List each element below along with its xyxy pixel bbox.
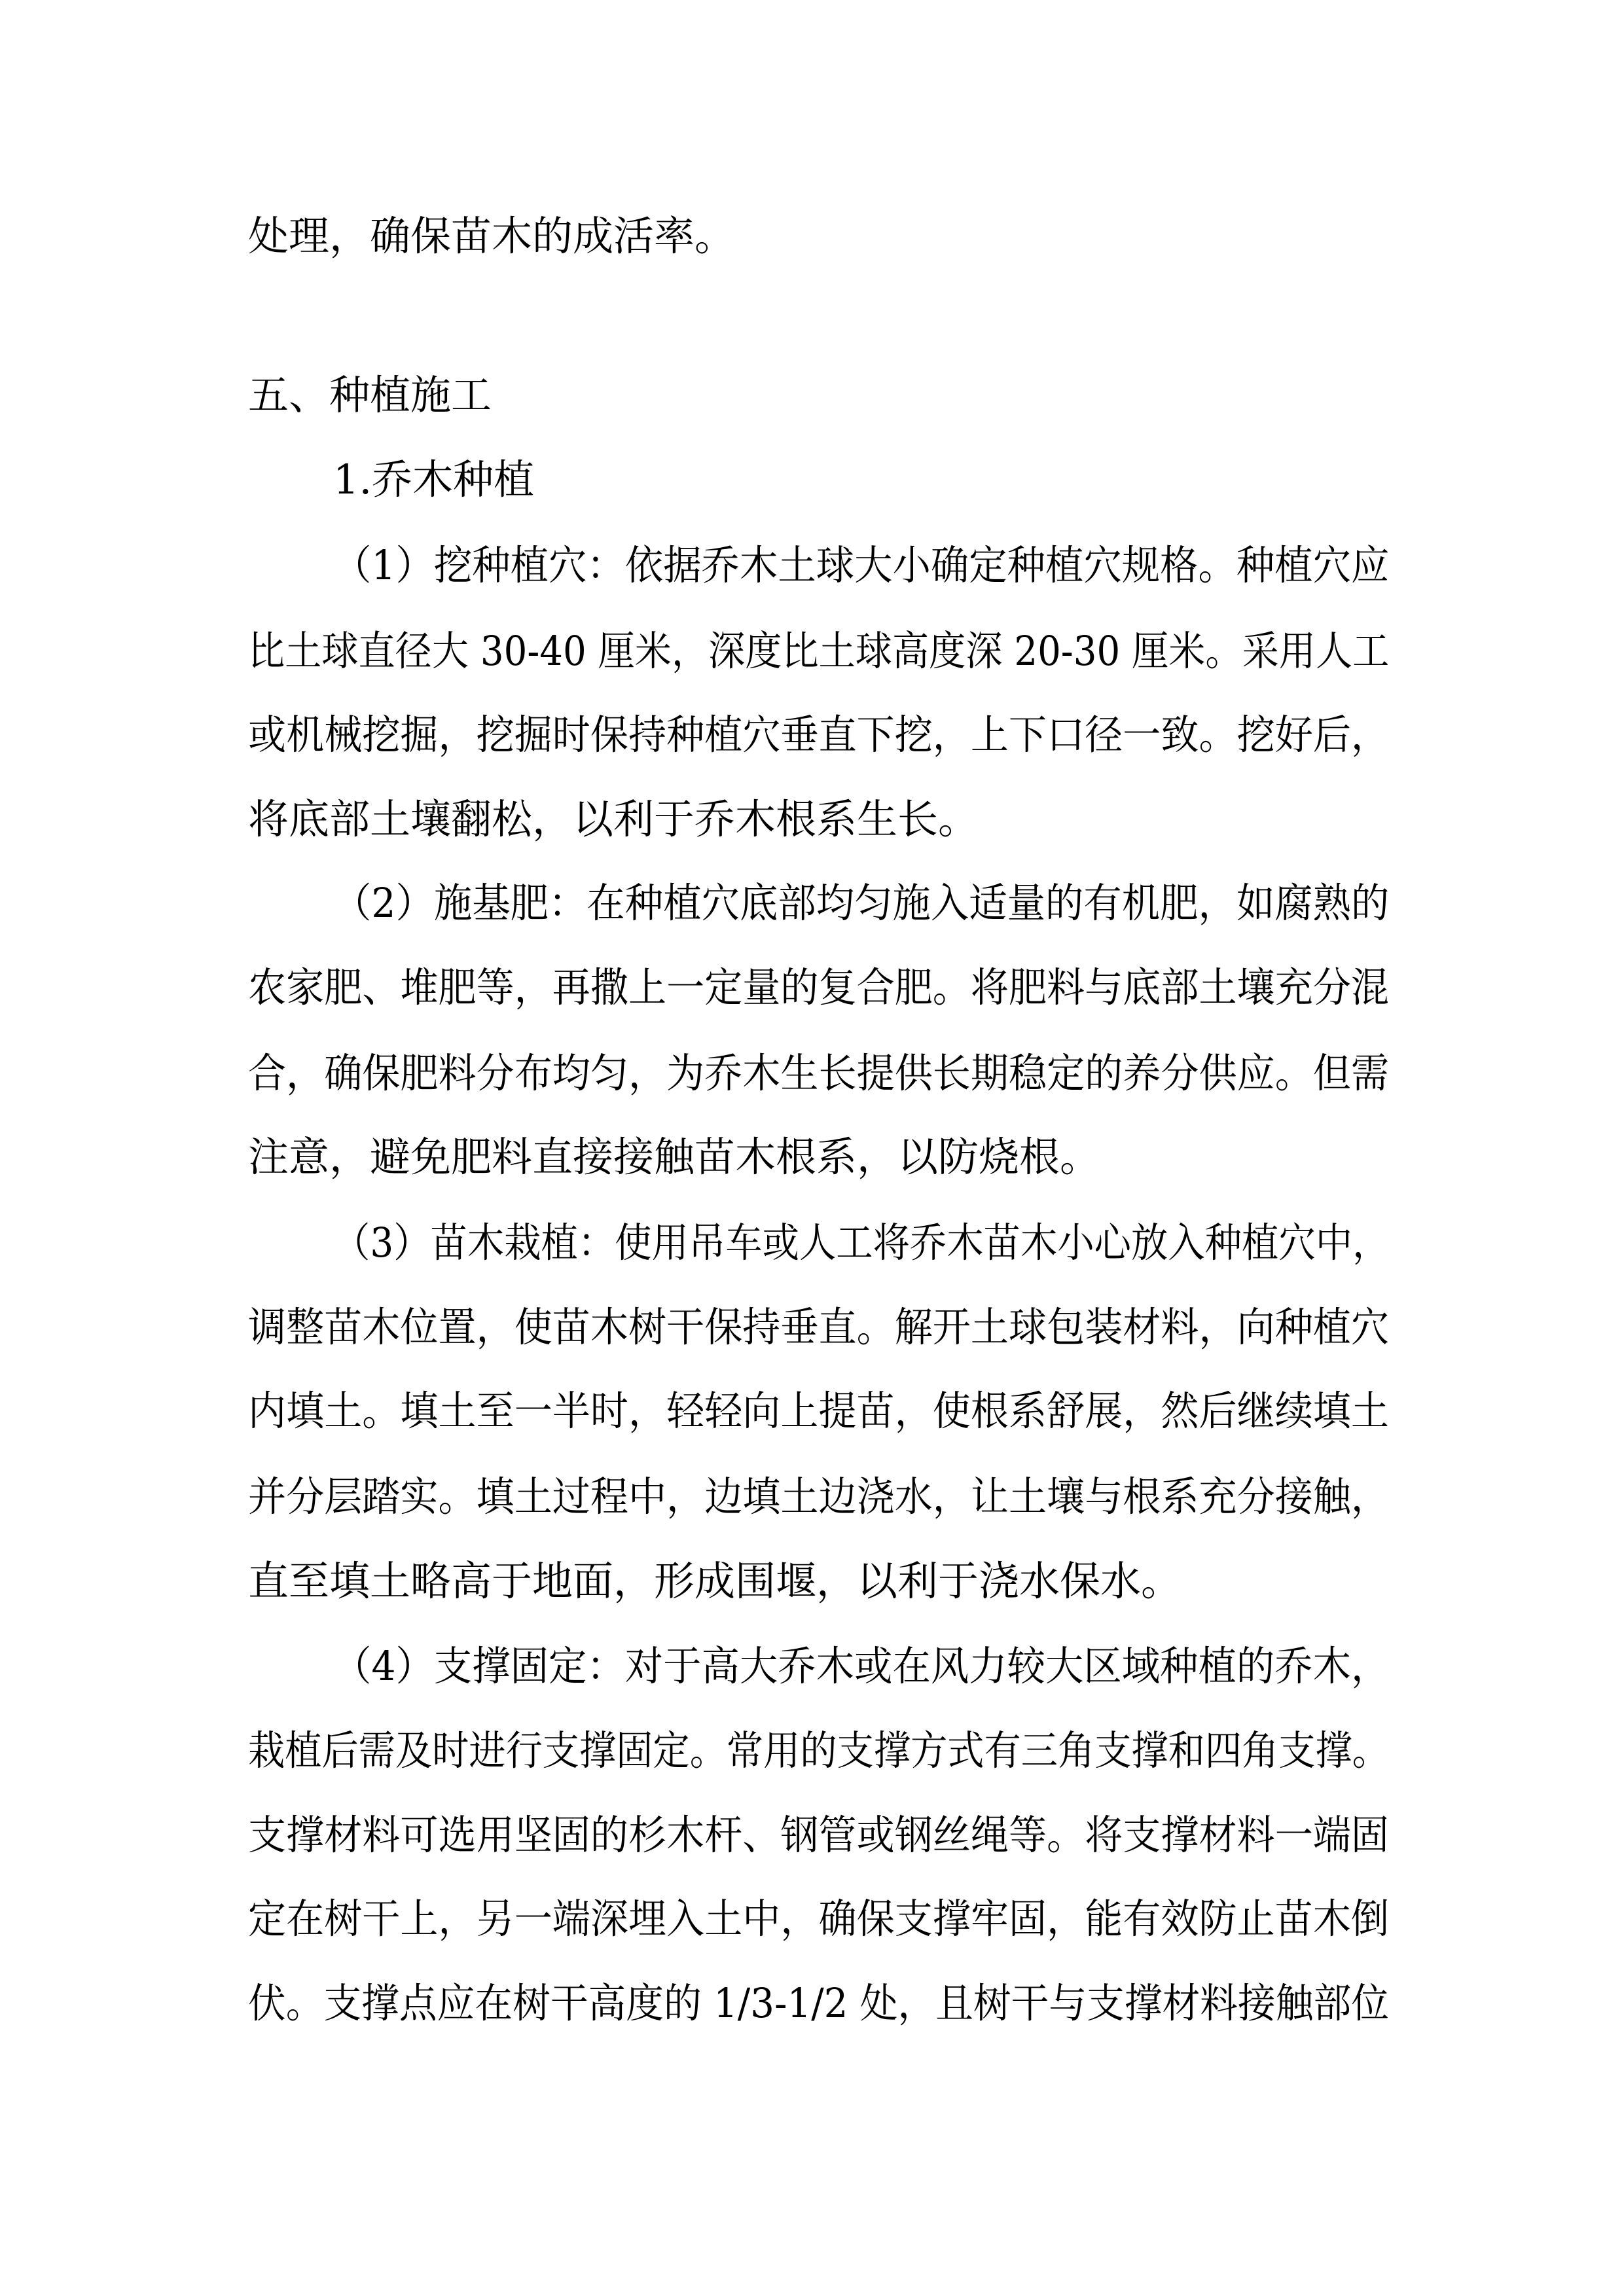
- paragraph-line: 将底部土壤翻松，以利于乔木根系生长。: [248, 795, 979, 843]
- paragraph-line: （4）支撑固定：对于高大乔木或在风力较大区域种植的乔木，: [333, 1642, 1390, 1690]
- paragraph-line: （3）苗木栽植：使用吊车或人工将乔木苗木小心放入种植穴中，: [333, 1219, 1390, 1266]
- paragraph-line: 定在树干上，另一端深埋入土中，确保支撑牢固，能有效防止苗木倒: [248, 1895, 1390, 1943]
- paragraph-line: 伏。支撑点应在树干高度的 1/3-1/2 处，且树干与支撑材料接触部位: [248, 1979, 1389, 2027]
- paragraph-line: 合，确保肥料分布均匀，为乔木生长提供长期稳定的养分供应。但需: [248, 1049, 1390, 1097]
- section-heading: 五、种植施工: [248, 371, 492, 419]
- paragraph-line: 比土球直径大 30-40 厘米，深度比土球高度深 20-30 厘米。采用人工: [248, 627, 1390, 675]
- paragraph-line: 或机械挖掘，挖掘时保持种植穴垂直下挖，上下口径一致。挖好后，: [248, 711, 1390, 759]
- paragraph-line: 并分层踏实。填土过程中，边填土边浇水，让土壤与根系充分接触，: [248, 1473, 1390, 1520]
- paragraph-line: 支撑材料可选用坚固的杉木杆、钢管或钢丝绳等。将支撑材料一端固: [248, 1811, 1390, 1859]
- paragraph-line: 直至填土略高于地面，形成围堰，以利于浇水保水。: [248, 1557, 1182, 1605]
- paragraph-line: 调整苗木位置，使苗木树干保持垂直。解开土球包装材料，向种植穴: [248, 1303, 1390, 1351]
- paragraph-line: （1）挖种植穴：依据乔木土球大小确定种植穴规格。种植穴应: [333, 541, 1390, 589]
- paragraph-line: 内填土。填土至一半时，轻轻向上提苗，使根系舒展，然后继续填土: [248, 1387, 1390, 1435]
- paragraph-line: 农家肥、堆肥等，再撒上一定量的复合肥。将肥料与底部土壤充分混: [248, 963, 1390, 1011]
- paragraph-line: 处理，确保苗木的成活率。: [248, 212, 736, 260]
- paragraph-line: 注意，避免肥料直接接触苗木根系，以防烧根。: [248, 1133, 1101, 1181]
- paragraph-line: （2）施基肥：在种植穴底部均匀施入适量的有机肥，如腐熟的: [333, 879, 1390, 927]
- subsection-heading: 1.乔木种植: [333, 456, 535, 503]
- paragraph-line: 栽植后需及时进行支撑固定。常用的支撑方式有三角支撑和四角支撑。: [248, 1727, 1390, 1774]
